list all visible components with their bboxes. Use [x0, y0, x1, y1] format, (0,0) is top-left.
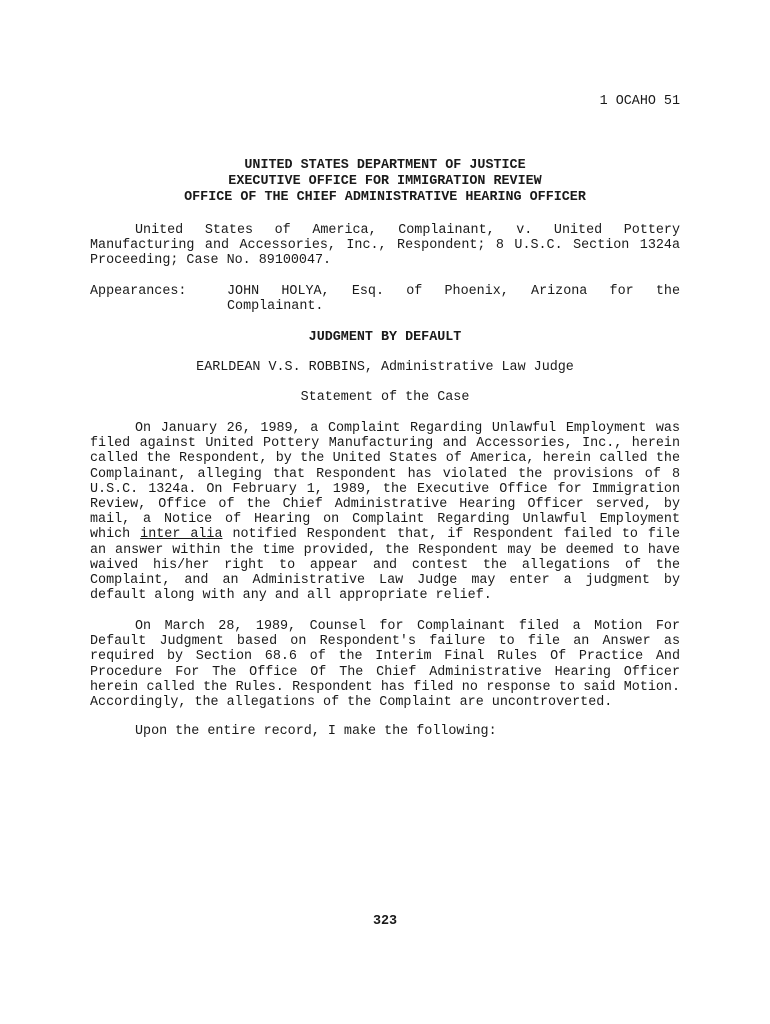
document-number: 1 OCAHO 51 — [599, 94, 680, 109]
case-caption-text: United States of America, Complainant, v. United Pottery Manufacturing and Accessories, Inc., Respondent; 8 U.S.C. Section 1324a Proceeding; Case No. 89100047. — [90, 223, 680, 269]
header-line-executive-office: EXECUTIVE OFFICE FOR IMMIGRATION REVIEW — [228, 174, 542, 189]
paragraph-statement — [90, 421, 680, 603]
document-title: JUDGMENT BY DEFAULT — [308, 330, 462, 345]
judge-name: EARLDEAN V.S. ROBBINS, Administrative Law Judge — [196, 360, 574, 375]
page-number: 323 — [372, 914, 398, 929]
document-page — [90, 0, 680, 1024]
paragraph-findings-text: Upon the entire record, I make the following: — [135, 724, 497, 739]
paragraph-statement-text: On January 26, 1989, a Complaint Regarding Unlawful Employment was filed against United Pottery Manufacturing and Accessories, Inc., herein called the Respondent, by the United States of America, herein called the Complainant, alleging that Respondent has violated the provisions of 8 U.S.C. 1324a. On February 1, 1989, the Executive Office for Immigration Review, Office of the Chief Administrative Hearing Officer served, by mail, a Notice of Hearing on Complaint Regarding Unlawful Employment which — [90, 421, 680, 543]
appearances — [90, 284, 680, 314]
paragraph-motion — [90, 619, 680, 710]
appearances-value: JOHN HOLYA, Esq. of Phoenix, Arizona for the Complainant. — [227, 284, 680, 315]
agency-header — [90, 158, 680, 206]
paragraph-statement-continued: notified Respondent that, if Respondent failed to file an answer within the time provided, the Respondent may be deemed to have waived his/her right to appear and contest the allegations of the Complaint, and an Administrative Law Judge may enter a judgment by default along with any and all appropriate relief. — [90, 527, 681, 604]
case-caption — [90, 223, 680, 269]
section-heading: Statement of the Case — [300, 390, 470, 405]
latin-emphasis: inter alia — [140, 527, 223, 543]
paragraph-findings-intro — [90, 724, 680, 739]
paragraph-motion-text: On March 28, 1989, Counsel for Complainant filed a Motion For Default Judgment based on Respondent's failure to file an Answer as required by Section 68.6 of the Interim Final Rules Of Practice And Procedure For The Office Of The Chief Administrative Hearing Officer herein called the Rules. Respondent has filed no response to said Motion. Accordingly, the allegations of the Complaint are uncontroverted. — [90, 619, 680, 711]
header-line-department: UNITED STATES DEPARTMENT OF JUSTICE — [244, 158, 526, 173]
appearances-label: Appearances: — [90, 284, 187, 299]
header-line-chief-office: OFFICE OF THE CHIEF ADMINISTRATIVE HEARING OFFICER — [184, 190, 586, 205]
